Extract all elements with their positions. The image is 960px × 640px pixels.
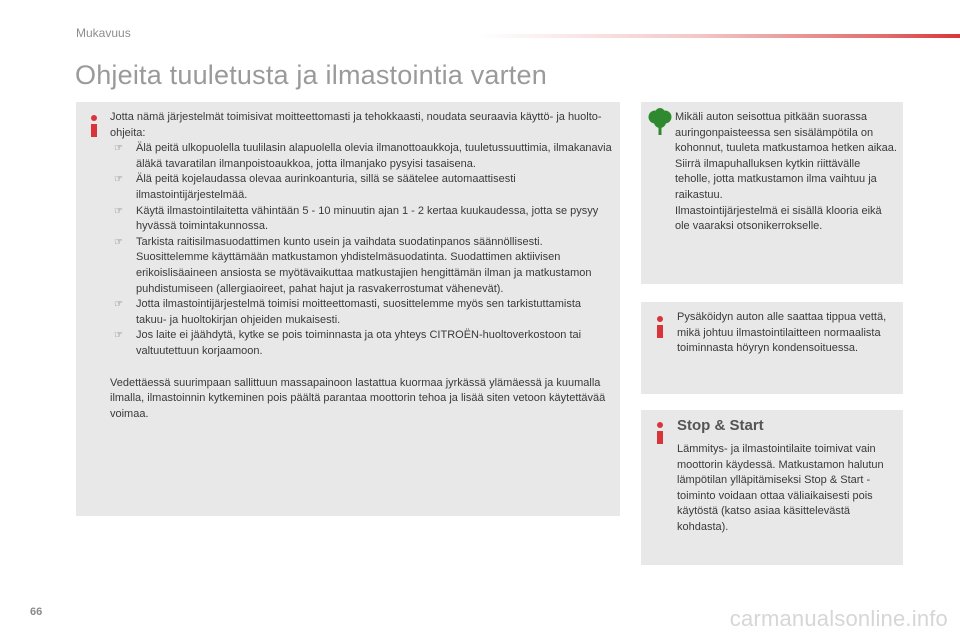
advice-item: ☞ Älä peitä ulkopuolella tuulilasin alapuolella olevia ilmanottoaukkoja, tuuletussuuttimia, ilmakanavia äläkä tavaratilan ilmanpoistoaukkoa, jotta ilmanjako pysyisi tasaisena. [110,141,612,172]
eco-paragraph: Ilmastointijärjestelmä ei sisällä klooria eikä ole vaaraksi otsonikerrokselle. [675,204,882,233]
eco-paragraph: Siirrä ilmapuhalluksen kytkin riittävälle teholle, jotta matkustamon ilma vaihtuu ja raikastuu. [675,157,877,201]
main-intro: Jotta nämä järjestelmät toimisivat moitteettomasti ja tehokkaasti, noudata seuraavia käyttö- ja huolto-ohjeita: [110,111,602,139]
towing-note: Vedettäessä suurimpaan sallittuun massapainoon lastattua kuormaa jyrkässä ylämäessä ja kuumalla ilmalla, ilmastoinnin kytkeminen pois päältä parantaa moottorin tehoa ja lisää siten vetoon käytettävää voimaa. [110,376,606,420]
condensation-text: Pysäköidyn auton alle saattaa tippua vettä, mikä johtuu ilmastointilaitteen normaalista toiminnasta höyryn kondensoituessa. [677,311,887,355]
condensation-box [641,302,903,394]
stop-start-title: Stop & Start [677,417,764,434]
info-icon [89,115,99,137]
leaf-icon [647,108,673,136]
page-title: Ohjeita tuuletusta ja ilmastointia varten [75,60,547,90]
stop-start-text: Lämmitys- ja ilmastointilaite toimivat vain moottorin käydessä. Matkustamon halutun lämpötilan ylläpitämiseksi Stop & Start -toiminto voidaan ottaa väliaikaisesti pois käytöstä (katso asiaa käsittelevästä kohdasta). [677,443,884,533]
watermark: carmanualsonline.info [729,606,948,631]
advice-item: ☞ Älä peitä kojelaudassa olevaa aurinkoanturia, sillä se säätelee automaattisesti ilmastointijärjestelmää. [110,172,612,203]
info-icon [655,316,665,338]
advice-item: ☞ Jotta ilmastointijärjestelmä toimisi moitteettomasti, suosittelemme myös sen tarkistuttamista takuu- ja huoltokirjan ohjeiden mukaisesti. [110,297,612,328]
stop-start-box [641,410,903,565]
info-icon [655,422,665,444]
advice-item: ☞ Jos laite ei jäähdytä, kytke se pois toiminnasta ja ota yhteys CITROËN-huoltoverkostoon tai valtuutettuun korjaamoon. [110,328,612,359]
eco-paragraph: Mikäli auton seisottua pitkään suorassa auringonpaisteessa sen sisälämpötila on kohonnut, tuuleta matkustamoa hetken aikaa. [675,111,897,155]
eco-tip-box [641,102,903,284]
advice-item: ☞ Käytä ilmastointilaitetta vähintään 5 - 10 minuutin ajan 1 - 2 kertaa kuukaudessa, jotta se pysyy hyvässä toimintakunnossa. [110,204,612,235]
main-advice-box [76,102,620,516]
header-rule [480,34,960,38]
page-number: 66 [30,606,43,618]
advice-item: ☞ Tarkista raitisilmasuodattimen kunto usein ja vaihdata suodatinpanos säännöllisesti. Suosittelemme käyttämään matkustamon yhdistelmäsuodatinta. Suodattimen aktiivisen erikoislisäaineen ansiosta se myötävaikuttaa matkustajien hengittämän ilman ja matkustamon puhdistumiseen (allergiaoireet, pahat hajut ja rasvakerrostumat vähenevät). [110,235,612,297]
section-label: Mukavuus [76,26,131,40]
advice-list [110,141,612,359]
